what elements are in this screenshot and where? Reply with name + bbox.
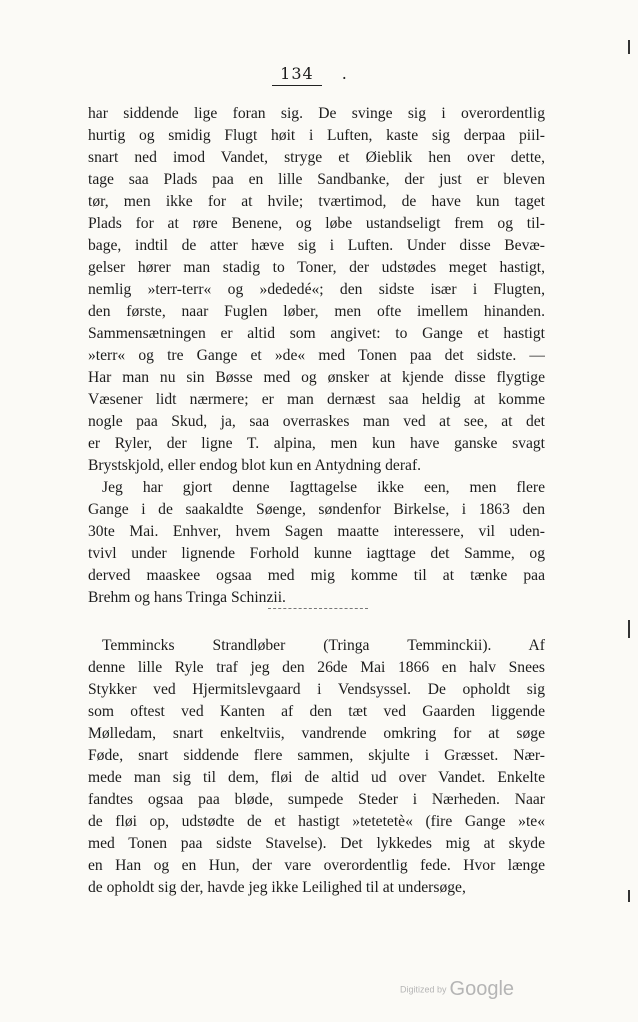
text-line: en Han og en Hun, der vare overordentlig fede. Hvor længe [88,857,545,874]
text-line: Plads for at røre Benene, og løbe ustandseligt frem og til- [88,215,545,232]
page-number-value: 134 [272,64,322,86]
text-line: mede man sig til dem, fløi de altid ud over Vandet. Enkelte [88,769,545,786]
digitized-watermark [400,978,514,1001]
text-line: Stykker ved Hjermitslevgaard i Vendsyssel. De opholdt sig [88,681,545,698]
text-line: nogle paa Skud, ja, saa overraskes man ved at see, at det [88,413,545,430]
text-line: Væsener lidt nærmere; er man dernæst saa heldig at komme [88,391,545,408]
text-line: gelser hører man stadig to Toner, der udstødes meget hastigt, [88,259,545,276]
paragraph-3 [88,635,545,899]
text-line: Brehm og hans Tringa Schinzii. [88,589,286,606]
text-line: 30te Mai. Enhver, hvem Sagen maatte interessere, vil uden- [88,523,545,540]
text-line: Har man nu sin Bøsse med og ønsker at kjende disse flygtige [88,369,545,386]
text-line: har siddende lige foran sig. De svinge sig i overordentlig [88,105,545,122]
text-line: den første, naar Fuglen løber, men ofte imellem hinanden. [88,303,545,320]
text-line: Sammensætningen er altid som angivet: to Gange et hastigt [88,325,545,342]
page-edge-mark [628,890,630,902]
text-line: tør, men ikke for at hvile; tværtimod, de have kun taget [88,193,545,210]
text-line: som oftest ved Kanten af den tæt ved Gaarden liggende [88,703,545,720]
paragraph-1 [88,103,545,477]
text-line: »terr« og tre Gange et »de« med Tonen paa det sidste. — [88,347,545,364]
text-line: snart ned imod Vandet, stryge et Øieblik hen over dette, [88,149,545,166]
text-line: Gange i de saakaldte Søenge, søndenfor Birkelse, i 1863 den [88,501,545,518]
text-line: hurtig og smidig Flugt høit i Luften, kaste sig derpaa piil- [88,127,545,144]
text-line: nemlig »terr-terr« og »dededé«; den sidste især i Flugten, [88,281,545,298]
text-line: bage, indtil de atter hæve sig i Luften. Under disse Bevæ- [88,237,545,254]
text-line: fandtes ogsaa paa bløde, sumpede Steder i Nærheden. Naar [88,791,545,808]
page-number [250,64,370,86]
text-line: tvivl under lignende Forhold kunne iagttage det Samme, og [88,545,545,562]
text-line: Mølledam, snart enkeltviis, vandrende omkring for at søge [88,725,545,742]
text-line: tage saa Plads paa en lille Sandbanke, der just er bleven [88,171,545,188]
text-line: Brystskjold, eller endog blot kun en Antydning deraf. [88,457,422,474]
text-line: med Tonen paa sidste Stavelse). Det lykkedes mig at skyde [88,835,545,852]
text-line: Jeg har gjort denne Iagttagelse ikke een, men flere [102,479,545,496]
text-line: er Ryler, der ligne T. alpina, men kun have ganske svagt [88,435,545,452]
section-separator [268,608,368,609]
text-line: denne lille Ryle traf jeg den 26de Mai 1866 en halv Snees [88,659,545,676]
text-line: Temmincks Strandløber (Tringa Temminckii). Af [102,637,545,654]
page-edge-mark [628,40,630,54]
watermark-prefix: Digitized by [400,984,447,995]
text-line: de fløi op, udstødte de et hastigt »tetetetè« (fire Gange »te« [88,813,545,830]
page-number-suffix: . [341,64,348,83]
text-line: Føde, snart siddende flere sammen, skjulte i Græsset. Nær- [88,747,545,764]
page-edge-mark [628,620,630,638]
text-line: derved maaskee ogsaa med mig komme til at tænke paa [88,567,545,584]
paragraph-2 [88,477,545,609]
watermark-brand: Google [449,978,515,1000]
text-line: de opholdt sig der, havde jeg ikke Leilighed til at undersøge, [88,879,466,896]
